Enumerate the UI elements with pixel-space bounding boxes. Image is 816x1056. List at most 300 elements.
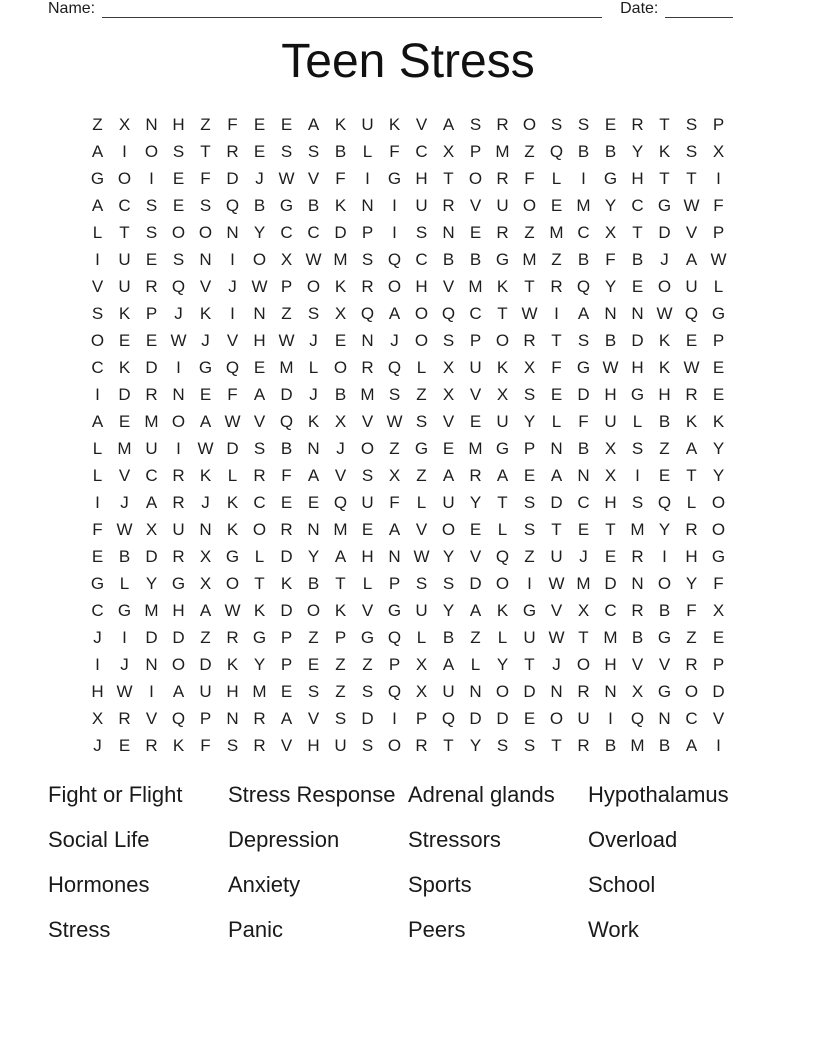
grid-cell: L <box>686 492 697 512</box>
grid-cell: M <box>576 573 591 593</box>
grid-cell: R <box>172 546 185 566</box>
grid-cell: E <box>469 519 482 539</box>
grid-cell: X <box>604 222 617 242</box>
grid-cell: Z <box>524 222 535 242</box>
grid-cell: R <box>685 384 698 404</box>
grid-cell: V <box>469 195 482 215</box>
grid-cell: N <box>307 519 320 539</box>
grid-cell: O <box>117 168 132 188</box>
grid-cell: A <box>685 438 698 458</box>
grid-cell: J <box>201 330 210 350</box>
grid-cell: J <box>336 438 345 458</box>
grid-cell: T <box>443 735 454 755</box>
grid-cell: N <box>388 546 401 566</box>
grid-cell: B <box>658 735 671 755</box>
grid-cell: N <box>145 114 158 134</box>
grid-cell: A <box>91 195 104 215</box>
grid-cell: O <box>225 573 240 593</box>
grid-cell: Z <box>686 627 697 647</box>
grid-cell: J <box>660 249 669 269</box>
grid-cell: W <box>386 411 403 431</box>
grid-cell: D <box>577 384 590 404</box>
grid-cell: M <box>360 384 375 404</box>
grid-cell: R <box>496 168 509 188</box>
grid-cell: O <box>198 222 213 242</box>
grid-cell: A <box>91 411 104 431</box>
grid-cell: I <box>716 168 721 188</box>
word-bank-item: Work <box>588 916 639 942</box>
grid-cell: K <box>199 303 212 323</box>
grid-cell: T <box>659 168 670 188</box>
grid-cell: V <box>631 654 644 674</box>
word-bank-item: Depression <box>228 826 340 852</box>
grid-cell: G <box>495 438 510 458</box>
grid-cell: D <box>334 222 347 242</box>
grid-cell: F <box>389 492 400 512</box>
grid-cell: M <box>144 411 159 431</box>
grid-cell: O <box>306 276 321 296</box>
grid-cell: A <box>334 546 347 566</box>
grid-cell: P <box>388 573 401 593</box>
grid-cell: N <box>550 438 563 458</box>
grid-cell: B <box>577 438 590 458</box>
grid-cell: S <box>496 735 509 755</box>
grid-cell: G <box>657 681 672 701</box>
grid-cell: R <box>172 492 185 512</box>
grid-cell: H <box>172 114 185 134</box>
grid-cell: Q <box>630 708 645 728</box>
grid-cell: S <box>361 681 374 701</box>
grid-cell: M <box>333 249 348 269</box>
grid-cell: Q <box>387 681 402 701</box>
grid-cell: W <box>602 357 619 377</box>
grid-cell: G <box>279 195 294 215</box>
grid-cell: L <box>119 573 130 593</box>
grid-cell: W <box>116 681 133 701</box>
grid-cell: Z <box>200 114 211 134</box>
grid-cell: L <box>551 411 562 431</box>
grid-cell: T <box>524 276 535 296</box>
grid-cell: R <box>226 141 239 161</box>
grid-cell: Y <box>469 492 482 512</box>
grid-cell: Z <box>659 438 670 458</box>
grid-cell: R <box>577 735 590 755</box>
grid-cell: K <box>253 600 266 620</box>
grid-cell: E <box>199 384 212 404</box>
grid-cell: N <box>631 303 644 323</box>
grid-cell: K <box>334 276 347 296</box>
grid-cell: P <box>523 438 536 458</box>
grid-cell: R <box>226 627 239 647</box>
grid-cell: S <box>469 114 482 134</box>
grid-cell: Q <box>225 357 240 377</box>
grid-cell: P <box>712 114 725 134</box>
grid-cell: R <box>685 654 698 674</box>
grid-cell: G <box>90 573 105 593</box>
word-bank-item: Stressors <box>408 826 501 852</box>
grid-cell: L <box>497 519 508 539</box>
grid-cell: R <box>496 114 509 134</box>
grid-cell: X <box>631 681 644 701</box>
grid-cell: O <box>711 519 726 539</box>
grid-cell: W <box>278 168 295 188</box>
grid-cell: V <box>442 276 455 296</box>
grid-cell: R <box>550 276 563 296</box>
grid-cell: N <box>550 681 563 701</box>
grid-cell: K <box>226 492 239 512</box>
grid-cell: D <box>604 573 617 593</box>
grid-cell: R <box>118 708 131 728</box>
grid-cell: S <box>172 141 185 161</box>
grid-cell: B <box>118 546 131 566</box>
grid-cell: Z <box>470 627 481 647</box>
grid-cell: F <box>335 168 346 188</box>
grid-cell: S <box>172 249 185 269</box>
word-bank-item: Sports <box>408 871 472 897</box>
grid-cell: S <box>577 330 590 350</box>
grid-cell: G <box>630 384 645 404</box>
grid-cell: V <box>442 411 455 431</box>
grid-cell: S <box>388 384 401 404</box>
grid-cell: Y <box>307 546 320 566</box>
grid-cell: R <box>145 276 158 296</box>
page-title: Teen Stress <box>281 35 535 88</box>
word-bank-item: Peers <box>408 916 466 942</box>
grid-cell: P <box>469 330 482 350</box>
grid-cell: X <box>712 600 725 620</box>
grid-cell: E <box>145 330 158 350</box>
grid-cell: Y <box>523 411 536 431</box>
grid-cell: U <box>550 546 563 566</box>
grid-cell: U <box>523 627 536 647</box>
grid-cell: L <box>497 627 508 647</box>
grid-cell: S <box>523 384 536 404</box>
grid-cell: P <box>199 708 212 728</box>
grid-cell: W <box>305 249 322 269</box>
grid-cell: P <box>280 654 293 674</box>
grid-cell: Z <box>416 465 427 485</box>
grid-cell: M <box>630 735 645 755</box>
grid-cell: G <box>414 438 429 458</box>
grid-cell: O <box>171 411 186 431</box>
grid-cell: H <box>361 546 374 566</box>
grid-cell: Z <box>200 627 211 647</box>
grid-cell: M <box>333 519 348 539</box>
grid-cell: R <box>145 735 158 755</box>
grid-cell: S <box>361 465 374 485</box>
grid-cell: D <box>712 681 725 701</box>
grid-cell: R <box>361 276 374 296</box>
grid-cell: I <box>122 627 127 647</box>
grid-cell: Y <box>442 600 455 620</box>
grid-cell: S <box>442 330 455 350</box>
grid-cell: V <box>415 114 428 134</box>
grid-cell: Q <box>657 492 672 512</box>
grid-cell: R <box>577 681 590 701</box>
grid-cell: G <box>603 168 618 188</box>
grid-cell: I <box>527 573 532 593</box>
grid-cell: I <box>95 492 100 512</box>
grid-cell: T <box>551 519 562 539</box>
grid-cell: C <box>118 195 131 215</box>
grid-cell: J <box>201 492 210 512</box>
grid-cell: D <box>496 708 509 728</box>
grid-cell: J <box>255 168 264 188</box>
grid-cell: T <box>551 330 562 350</box>
grid-cell: Z <box>281 303 292 323</box>
grid-cell: L <box>416 627 427 647</box>
grid-cell: M <box>252 681 267 701</box>
grid-cell: S <box>307 141 320 161</box>
grid-cell: Q <box>171 276 186 296</box>
grid-cell: B <box>469 249 482 269</box>
grid-cell: S <box>361 249 374 269</box>
grid-cell: J <box>120 492 129 512</box>
grid-cell: G <box>657 627 672 647</box>
grid-cell: N <box>307 438 320 458</box>
grid-cell: L <box>308 357 319 377</box>
grid-cell: R <box>631 546 644 566</box>
grid-cell: J <box>390 330 399 350</box>
grid-cell: S <box>523 735 536 755</box>
grid-cell: I <box>230 303 235 323</box>
grid-cell: F <box>227 114 238 134</box>
grid-cell: T <box>632 222 643 242</box>
grid-cell: Q <box>333 492 348 512</box>
grid-cell: J <box>93 735 102 755</box>
grid-cell: H <box>415 168 428 188</box>
grid-cell: F <box>713 195 724 215</box>
grid-cell: U <box>199 681 212 701</box>
word-bank-item: Stress <box>48 916 111 942</box>
grid-cell: S <box>361 735 374 755</box>
grid-cell: A <box>550 465 563 485</box>
grid-cell: W <box>224 600 241 620</box>
grid-cell: A <box>253 384 266 404</box>
grid-cell: V <box>712 708 725 728</box>
grid-cell: Z <box>416 384 427 404</box>
grid-cell: M <box>468 438 483 458</box>
grid-cell: K <box>685 411 698 431</box>
grid-cell: S <box>523 492 536 512</box>
grid-cell: O <box>171 654 186 674</box>
grid-cell: D <box>145 357 158 377</box>
grid-cell: A <box>307 114 320 134</box>
grid-cell: S <box>442 573 455 593</box>
grid-cell: E <box>658 465 671 485</box>
grid-cell: C <box>307 222 320 242</box>
grid-cell: E <box>253 357 266 377</box>
grid-cell: O <box>90 330 105 350</box>
grid-cell: V <box>658 654 671 674</box>
grid-cell: V <box>361 600 374 620</box>
grid-cell: P <box>712 330 725 350</box>
grid-cell: N <box>442 222 455 242</box>
grid-cell: Q <box>576 276 591 296</box>
grid-cell: R <box>145 384 158 404</box>
word-bank-item: School <box>588 871 656 897</box>
grid-cell: E <box>91 546 104 566</box>
grid-cell: T <box>443 168 454 188</box>
grid-cell: V <box>226 330 239 350</box>
grid-cell: K <box>496 276 509 296</box>
grid-cell: A <box>685 735 698 755</box>
grid-cell: E <box>145 249 158 269</box>
grid-cell: F <box>578 411 589 431</box>
grid-cell: X <box>415 654 428 674</box>
grid-cell: Y <box>712 438 725 458</box>
grid-cell: X <box>442 357 455 377</box>
word-bank-item: Panic <box>228 916 284 942</box>
grid-cell: V <box>361 411 374 431</box>
grid-cell: T <box>659 114 670 134</box>
grid-cell: B <box>577 249 590 269</box>
grid-cell: D <box>631 330 644 350</box>
grid-cell: A <box>172 681 185 701</box>
grid-cell: D <box>550 492 563 512</box>
grid-cell: X <box>280 249 293 269</box>
grid-cell: N <box>658 708 671 728</box>
grid-cell: X <box>496 384 509 404</box>
grid-cell: K <box>334 114 347 134</box>
grid-cell: U <box>334 735 347 755</box>
grid-cell: Q <box>387 249 402 269</box>
grid-cell: O <box>495 681 510 701</box>
grid-cell: B <box>604 735 617 755</box>
grid-cell: Y <box>712 465 725 485</box>
grid-cell: G <box>576 357 591 377</box>
grid-cell: X <box>604 438 617 458</box>
grid-cell: I <box>149 168 154 188</box>
grid-cell: X <box>523 357 536 377</box>
grid-cell: W <box>710 249 727 269</box>
grid-cell: B <box>442 249 455 269</box>
grid-cell: O <box>522 114 537 134</box>
grid-cell: K <box>496 600 509 620</box>
grid-cell: X <box>199 546 212 566</box>
grid-cell: N <box>226 222 239 242</box>
grid-cell: P <box>145 303 158 323</box>
grid-cell: S <box>91 303 104 323</box>
grid-cell: S <box>280 141 293 161</box>
grid-cell: E <box>442 438 455 458</box>
grid-cell: I <box>662 546 667 566</box>
grid-cell: T <box>497 492 508 512</box>
grid-cell: U <box>442 681 455 701</box>
grid-cell: F <box>605 249 616 269</box>
grid-cell: A <box>199 600 212 620</box>
grid-cell: Q <box>684 303 699 323</box>
grid-cell: D <box>469 708 482 728</box>
grid-cell: V <box>415 519 428 539</box>
grid-cell: O <box>414 303 429 323</box>
grid-cell: T <box>605 519 616 539</box>
grid-cell: I <box>716 735 721 755</box>
grid-cell: M <box>468 276 483 296</box>
grid-cell: F <box>551 357 562 377</box>
grid-cell: S <box>334 708 347 728</box>
grid-cell: D <box>658 222 671 242</box>
grid-cell: S <box>631 492 644 512</box>
grid-cell: D <box>226 438 239 458</box>
grid-cell: C <box>415 141 428 161</box>
date-label: Date: <box>620 0 659 17</box>
grid-cell: P <box>388 654 401 674</box>
grid-cell: I <box>392 708 397 728</box>
grid-cell: G <box>711 303 726 323</box>
word-bank-item: Fight or Flight <box>48 781 183 807</box>
grid-cell: A <box>496 465 509 485</box>
grid-cell: W <box>251 276 268 296</box>
grid-cell: O <box>414 330 429 350</box>
grid-cell: I <box>230 249 235 269</box>
grid-cell: M <box>144 600 159 620</box>
grid-cell: S <box>523 519 536 539</box>
grid-cell: B <box>253 195 266 215</box>
grid-cell: U <box>118 276 131 296</box>
grid-cell: I <box>95 654 100 674</box>
grid-cell: O <box>657 276 672 296</box>
grid-cell: H <box>631 168 644 188</box>
grid-cell: S <box>685 114 698 134</box>
grid-cell: E <box>118 735 131 755</box>
grid-cell: O <box>252 249 267 269</box>
grid-cell: U <box>415 600 428 620</box>
grid-cell: S <box>253 438 266 458</box>
grid-cell: K <box>658 357 671 377</box>
grid-cell: N <box>469 681 482 701</box>
grid-cell: Q <box>387 627 402 647</box>
grid-cell: W <box>197 438 214 458</box>
grid-cell: L <box>551 168 562 188</box>
grid-cell: P <box>280 627 293 647</box>
grid-cell: G <box>171 573 186 593</box>
grid-cell: M <box>495 141 510 161</box>
grid-cell: Q <box>441 303 456 323</box>
grid-cell: B <box>658 411 671 431</box>
grid-cell: E <box>307 654 320 674</box>
grid-cell: U <box>496 195 509 215</box>
grid-cell: A <box>280 708 293 728</box>
grid-cell: K <box>712 411 725 431</box>
grid-cell: U <box>469 357 482 377</box>
grid-cell: F <box>92 519 103 539</box>
grid-cell: G <box>198 357 213 377</box>
grid-cell: V <box>118 465 131 485</box>
grid-cell: S <box>226 735 239 755</box>
grid-cell: L <box>227 465 238 485</box>
grid-cell: C <box>577 222 590 242</box>
grid-cell: Q <box>360 303 375 323</box>
grid-cell: J <box>228 276 237 296</box>
grid-cell: V <box>280 735 293 755</box>
grid-cell: V <box>469 546 482 566</box>
grid-cell: K <box>496 357 509 377</box>
grid-cell: O <box>495 573 510 593</box>
grid-cell: X <box>388 465 401 485</box>
grid-cell: A <box>442 465 455 485</box>
grid-cell: Q <box>279 411 294 431</box>
grid-cell: X <box>91 708 104 728</box>
grid-cell: K <box>388 114 401 134</box>
grid-cell: B <box>631 627 644 647</box>
grid-cell: V <box>199 276 212 296</box>
grid-cell: O <box>387 735 402 755</box>
grid-cell: I <box>608 708 613 728</box>
grid-cell: H <box>604 492 617 512</box>
grid-cell: Z <box>524 141 535 161</box>
grid-cell: P <box>712 222 725 242</box>
